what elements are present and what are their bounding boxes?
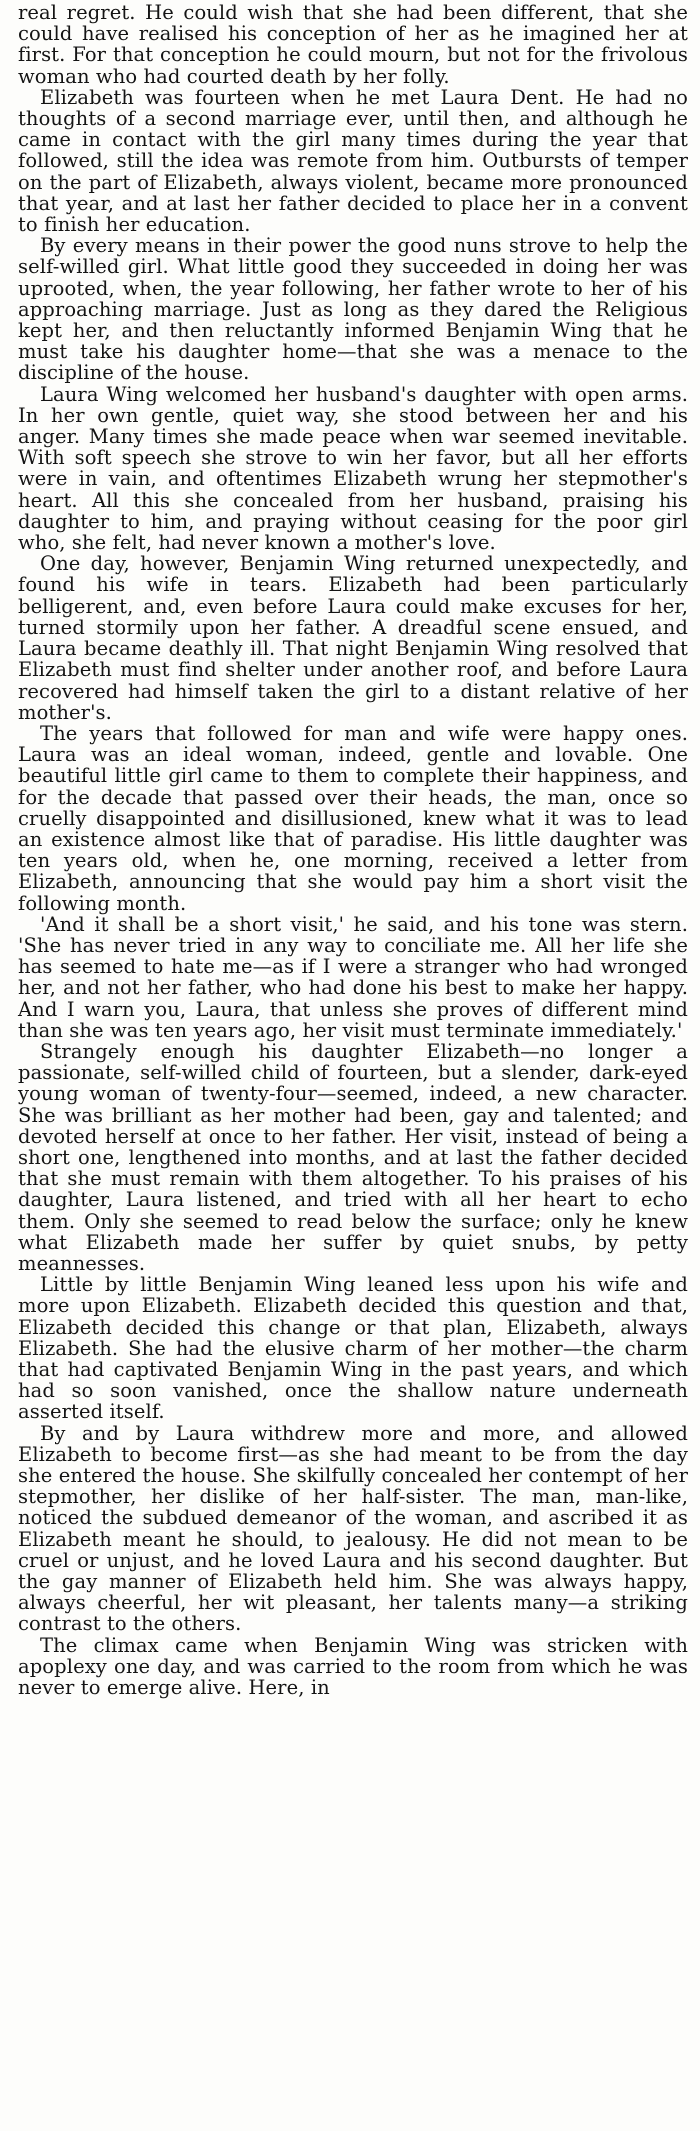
paragraph: Elizabeth was fourteen when he met Laura Dent. He had no thoughts of a second marriage ever, until then, and although he came in contact with the girl many times during the year that followed, still the idea was remote from him. Outbursts of temper on the part of Elizabeth, always violent, became more pronounced that year, and at last her father decided to place her in a convent to finish her education. xyxy=(18,85,688,237)
paragraph: The years that followed for man and wife were happy ones. Laura was an ideal woman, indeed, gentle and lovable. One beautiful little girl came to them to complete their happiness, and for the decade that passed over their heads, the man, once so cruelly disappointed and disillusioned, knew what it was to lead an existence almost like that of paradise. His little daughter was ten years old, when he, one morning, received a letter from Elizabeth, announcing that she would pay him a short visit the following month. xyxy=(18,721,688,915)
paragraph: Little by little Benjamin Wing leaned less upon his wife and more upon Elizabeth. Elizabeth decided this question and that, Elizabeth decided this change or that plan, Elizabeth, always Elizabeth. She had the elusive charm of her mother—the charm that had captivated Benjamin Wing in the past years, and which had so soon vanished, once the shallow nature underneath asserted itself. xyxy=(18,1273,688,1424)
paragraph: Laura Wing welcomed her husband's daughter with open arms. In her own gentle, quiet way, she stood between her and his anger. Many times she made peace when war seemed inevitable. With soft speech she strove to win her favor, but all her efforts were in vain, and oftentimes Elizabeth wrung her stepmother's heart. All this she concealed from her husband, praising his daughter to him, and praying without ceasing for the poor girl who, she felt, had never known a mother's love. xyxy=(18,382,688,555)
paragraph: By and by Laura withdrew more and more, and allowed Elizabeth to become first—as she had meant to be from the day she entered the house. She skilfully concealed her contempt of her stepmother, her dislike of her half-sister. The man, man-like, noticed the subdued demeanor of the woman, and ascribed it as Elizabeth meant he should, to jealousy. He did not mean to be cruel or unjust, and he loved Laura and his second daughter. But the gay manner of Elizabeth held him. She was always happy, always cheerful, her wit pleasant, her talents many—a striking contrast to the others. xyxy=(18,1421,688,1636)
paragraph: Strangely enough his daughter Elizabeth—no longer a passionate, self-willed child of fourteen, but a slender, dark-eyed young woman of twenty-four—seemed, indeed, a new character. She was brilliant as her mother had been, gay and talented; and devoted herself at once to her father. Her visit, instead of being a short one, lengthened into months, and at last the father decided that she must remain with them altogether. To his praises of his daughter, Laura listened, and tried with all her heart to echo them. Only she seemed to read below the surface; only he knew what Elizabeth made her suffer by quiet snubs, by petty meannesses. xyxy=(18,1039,688,1275)
paragraph: The climax came when Benjamin Wing was stricken with apoplexy one day, and was carried to the room from which he was never to emerge alive. Here, in xyxy=(18,1633,688,1700)
paragraph: By every means in their power the good nuns strove to help the self-willed girl. What little good they succeeded in doing her was uprooted, when, the year following, her father wrote to her of his approaching marriage. Just as long as they dared the Religious kept her, and then reluctantly informed Benjamin Wing that he must take his daughter home—that she was a menace to the discipline of the house. xyxy=(18,234,688,385)
article-column xyxy=(18,2,688,1698)
paragraph: One day, however, Benjamin Wing returned unexpectedly, and found his wife in tears. Elizabeth had been particularly belligerent, and, even before Laura could make excuses for her, turned stormily upon her father. A dreadful scene ensued, and Laura became deathly ill. That night Benjamin Wing resolved that Elizabeth must find shelter under another roof, and before Laura recovered had himself taken the girl to a distant relative of her mother's. xyxy=(18,552,688,724)
paragraph-continuation: real regret. He could wish that she had been different, that she could have realised his conception of her as he imagined her at first. For that conception he could mourn, but not for the frivolous woman who had courted death by her folly. xyxy=(18,1,688,88)
paragraph: 'And it shall be a short visit,' he said, and his tone was stern. 'She has never tried in any way to conciliate me. All her life she has seemed to hate me—as if I were a stranger who had wronged her, and not her father, who had done his best to make her happy. And I warn you, Laura, that unless she proves of different mind than she was ten years ago, her visit must terminate immediately.' xyxy=(18,912,688,1042)
